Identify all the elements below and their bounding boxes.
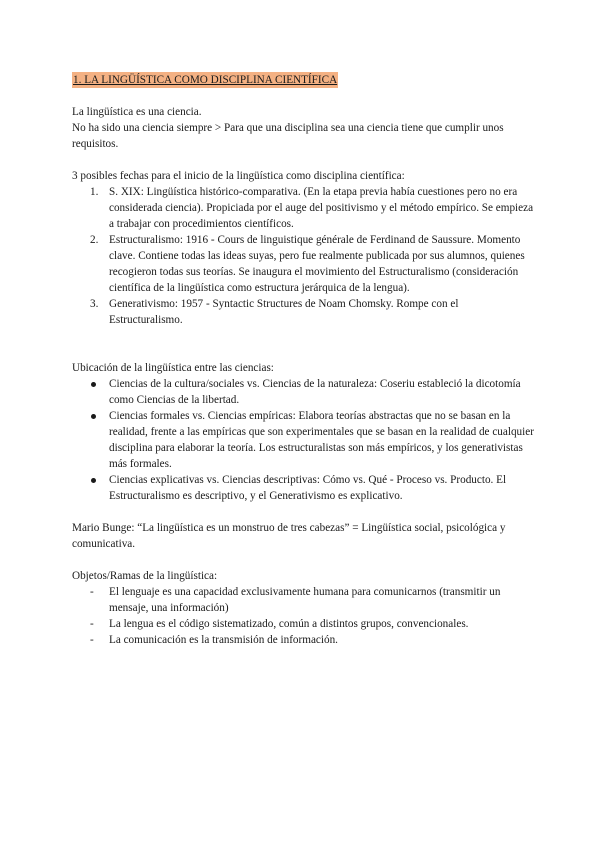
- list-item: [72, 472, 534, 504]
- document-page: [72, 72, 534, 648]
- objetos-list: [72, 584, 534, 648]
- list-item: [72, 584, 534, 616]
- list-item-text: Estructuralismo: 1916 - Cours de linguistique générale de Ferdinand de Saussure. Momento clave. Contiene todas las ideas suyas, pero fue realmente publicada por sus alumnos, quienes recogieron todas sus teorías. Se inaugura el movimiento del Estructuralismo (consideración científica de la lingüística como estructura jerárquica de la lengua).: [109, 234, 525, 294]
- dash-marker: -: [90, 618, 94, 630]
- bunge-quote: Mario Bunge: “La lingüística es un monstruo de tres cabezas” = Lingüística social, psicológica y comunicativa.: [72, 522, 506, 550]
- list-number: 1.: [90, 186, 99, 198]
- list-item: [72, 184, 534, 232]
- list-number: 2.: [90, 234, 99, 246]
- dash-marker: -: [90, 634, 94, 646]
- list-item-text: La lengua es el código sistematizado, común a distintos grupos, convencionales.: [109, 618, 469, 630]
- section-heading-text: 1. LA LINGÜÍSTICA COMO DISCIPLINA CIENTÍFICA: [73, 74, 338, 86]
- bullet-icon: [91, 382, 96, 387]
- list-item-text: Ciencias explicativas vs. Ciencias descriptivas: Cómo vs. Qué - Proceso vs. Producto. El Estructuralismo es descriptivo, y el Generativismo es explicativo.: [109, 474, 507, 502]
- bullet-icon: [91, 414, 96, 419]
- objetos-lead: Objetos/Ramas de la lingüística:: [72, 570, 218, 582]
- list-item: [72, 632, 534, 648]
- ubicacion-lead: Ubicación de la lingüística entre las ciencias:: [72, 362, 274, 374]
- list-item: [72, 232, 534, 296]
- list-item-text: El lenguaje es una capacidad exclusivamente humana para comunicarnos (transmitir un mensaje, una información): [109, 586, 501, 614]
- list-item-text: Ciencias formales vs. Ciencias empíricas: Elabora teorías abstractas que no se basan en la realidad, frente a las empíricas que son experimentales que se basan en la realidad de cualquier disciplina para elaborar la teoría. Los estructuralistas son más empíricos, y los generativistas más formales.: [109, 410, 534, 470]
- list-item: [72, 296, 534, 328]
- ubicacion-list: [72, 376, 534, 504]
- list-item: [72, 408, 534, 472]
- spacer: [72, 504, 534, 520]
- spacer: [72, 152, 534, 168]
- list-item: [72, 616, 534, 632]
- intro-line: No ha sido una ciencia siempre > Para que una disciplina sea una ciencia tiene que cumplir unos requisitos.: [72, 122, 504, 150]
- dates-list: [72, 184, 534, 328]
- spacer: [72, 552, 534, 568]
- list-item-text: Ciencias de la cultura/sociales vs. Ciencias de la naturaleza: Coseriu estableció la dicotomía como Ciencias de la libertad.: [109, 378, 521, 406]
- bullet-icon: [91, 478, 96, 483]
- list-item-text: S. XIX: Lingüística histórico-comparativa. (En la etapa previa había cuestiones pero no era considerada ciencia). Propiciada por el auge del positivismo y el método empírico. Se empieza a trabajar con procedimientos científicos.: [109, 186, 534, 230]
- intro-line: La lingüística es una ciencia.: [72, 106, 202, 118]
- list-item-text: Generativismo: 1957 - Syntactic Structures de Noam Chomsky. Rompe con el Estructuralismo.: [109, 298, 459, 326]
- list-number: 3.: [90, 298, 99, 310]
- list-item-text: La comunicación es la transmisión de información.: [109, 634, 338, 646]
- list-item: [72, 376, 534, 408]
- spacer: [72, 88, 534, 104]
- dash-marker: -: [90, 586, 94, 598]
- spacer: [72, 328, 534, 360]
- dates-lead: 3 posibles fechas para el inicio de la lingüística como disciplina científica:: [72, 170, 405, 182]
- section-heading: [72, 72, 534, 88]
